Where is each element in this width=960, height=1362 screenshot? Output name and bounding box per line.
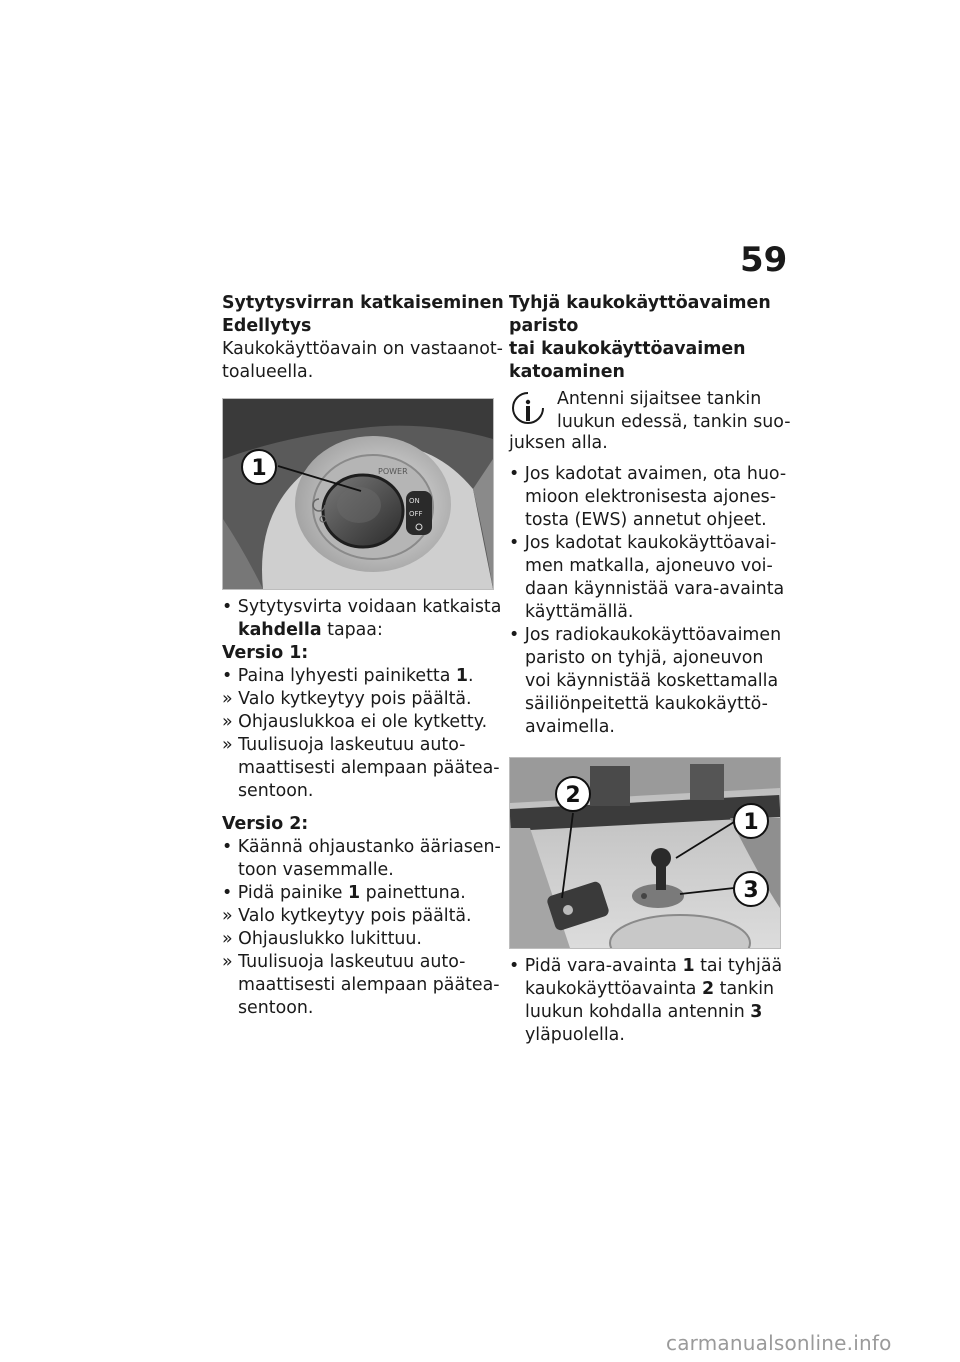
result-item: » Valo kytkeytyy pois päältä. [222,906,472,926]
subheading-requirement: Edellytys [222,316,312,336]
bullet-item-cont: tosta (EWS) annetut ohjeet. [525,510,767,530]
info-note [509,388,795,434]
left-column [222,292,508,1020]
section-heading: katoaminen [509,362,625,382]
version-2-heading: Versio 2: [222,814,309,834]
bullet-item-cont: avaimella. [525,717,615,737]
bullet-item-cont: voi käynnistää koskettamalla [525,671,779,691]
step-item: • Paina lyhyesti painiketta 1. [222,666,474,686]
result-item: » Valo kytkeytyy pois päältä. [222,689,472,709]
on-label: ON [409,497,420,505]
note-line: luukun edessä, tankin suo- [557,412,791,432]
result-item: » Tuulisuoja laskeutuu auto- [222,952,466,972]
section-heading: paristo [509,316,579,336]
bullet-item: • Jos kadotat avaimen, ota huo- [509,464,787,484]
step-item: • Pidä painike 1 painettuna. [222,883,466,903]
step-item-cont: toon vasemmalle. [238,860,394,880]
result-item: » Tuulisuoja laskeutuu auto- [222,735,466,755]
bullet-item-cont: säiliönpeitettä kaukokäyttö- [525,694,768,714]
intro-line: Kaukokäyttöavain on vastaanot- [222,339,503,359]
power-label: POWER [378,467,408,476]
bullet-item-cont: yläpuolella. [525,1025,625,1045]
bullet-item: • Jos kadotat kaukokäyttöavai- [509,533,777,553]
callout-1: 1 [743,810,759,835]
bullet-item-cont: kahdella tapaa: [238,620,383,640]
watermark-footer: carmanualsonline.info [666,1331,892,1355]
bullet-item-cont: kaukokäyttöavainta 2 tankin [525,979,775,999]
result-item-cont: maattisesti alempaan päätea- [238,975,500,995]
result-item: » Ohjauslukko lukittuu. [222,929,422,949]
result-item-cont: sentoon. [238,998,314,1018]
bullet-item-cont: paristo on tyhjä, ajoneuvon [525,648,764,668]
section-heading: tai kaukokäyttöavaimen [509,339,746,359]
bullet-item-cont: men matkalla, ajoneuvo voi- [525,556,773,576]
result-item-cont: sentoon. [238,781,314,801]
intro-line: toalueella. [222,362,314,382]
note-line: juksen alla. [509,433,608,453]
info-icon [509,390,547,430]
page-number: 59 [740,240,788,280]
step-item: • Käännä ohjaustanko ääriasen- [222,837,501,857]
ignition-button-figure [222,398,494,590]
off-label: OFF [409,510,423,518]
right-column [509,292,795,1047]
result-item-cont: maattisesti alempaan päätea- [238,758,500,778]
version-1-heading: Versio 1: [222,643,309,663]
result-item: » Ohjauslukkoa ei ole kytketty. [222,712,488,732]
callout-1: 1 [251,456,267,481]
bullet-item: • Jos radiokaukokäyttöavaimen [509,625,782,645]
bullet-item: • Pidä vara-avainta 1 tai tyhjää [509,956,783,976]
bullet-item-cont: luukun kohdalla antennin 3 [525,1002,763,1022]
section-heading: Tyhjä kaukokäyttöavaimen [509,293,771,313]
bullet-item: • Sytytysvirta voidaan katkaista [222,597,502,617]
bullet-item-cont: käyttämällä. [525,602,634,622]
bullet-item-cont: mioon elektronisesta ajones- [525,487,776,507]
bullet-item-cont: daan käynnistää vara-avainta [525,579,785,599]
callout-3: 3 [743,878,759,903]
note-line: Antenni sijaitsee tankin [557,389,762,409]
section-heading: Sytytysvirran katkaiseminen [222,293,504,313]
callout-2: 2 [565,783,581,808]
fuel-cap-antenna-figure [509,757,781,949]
